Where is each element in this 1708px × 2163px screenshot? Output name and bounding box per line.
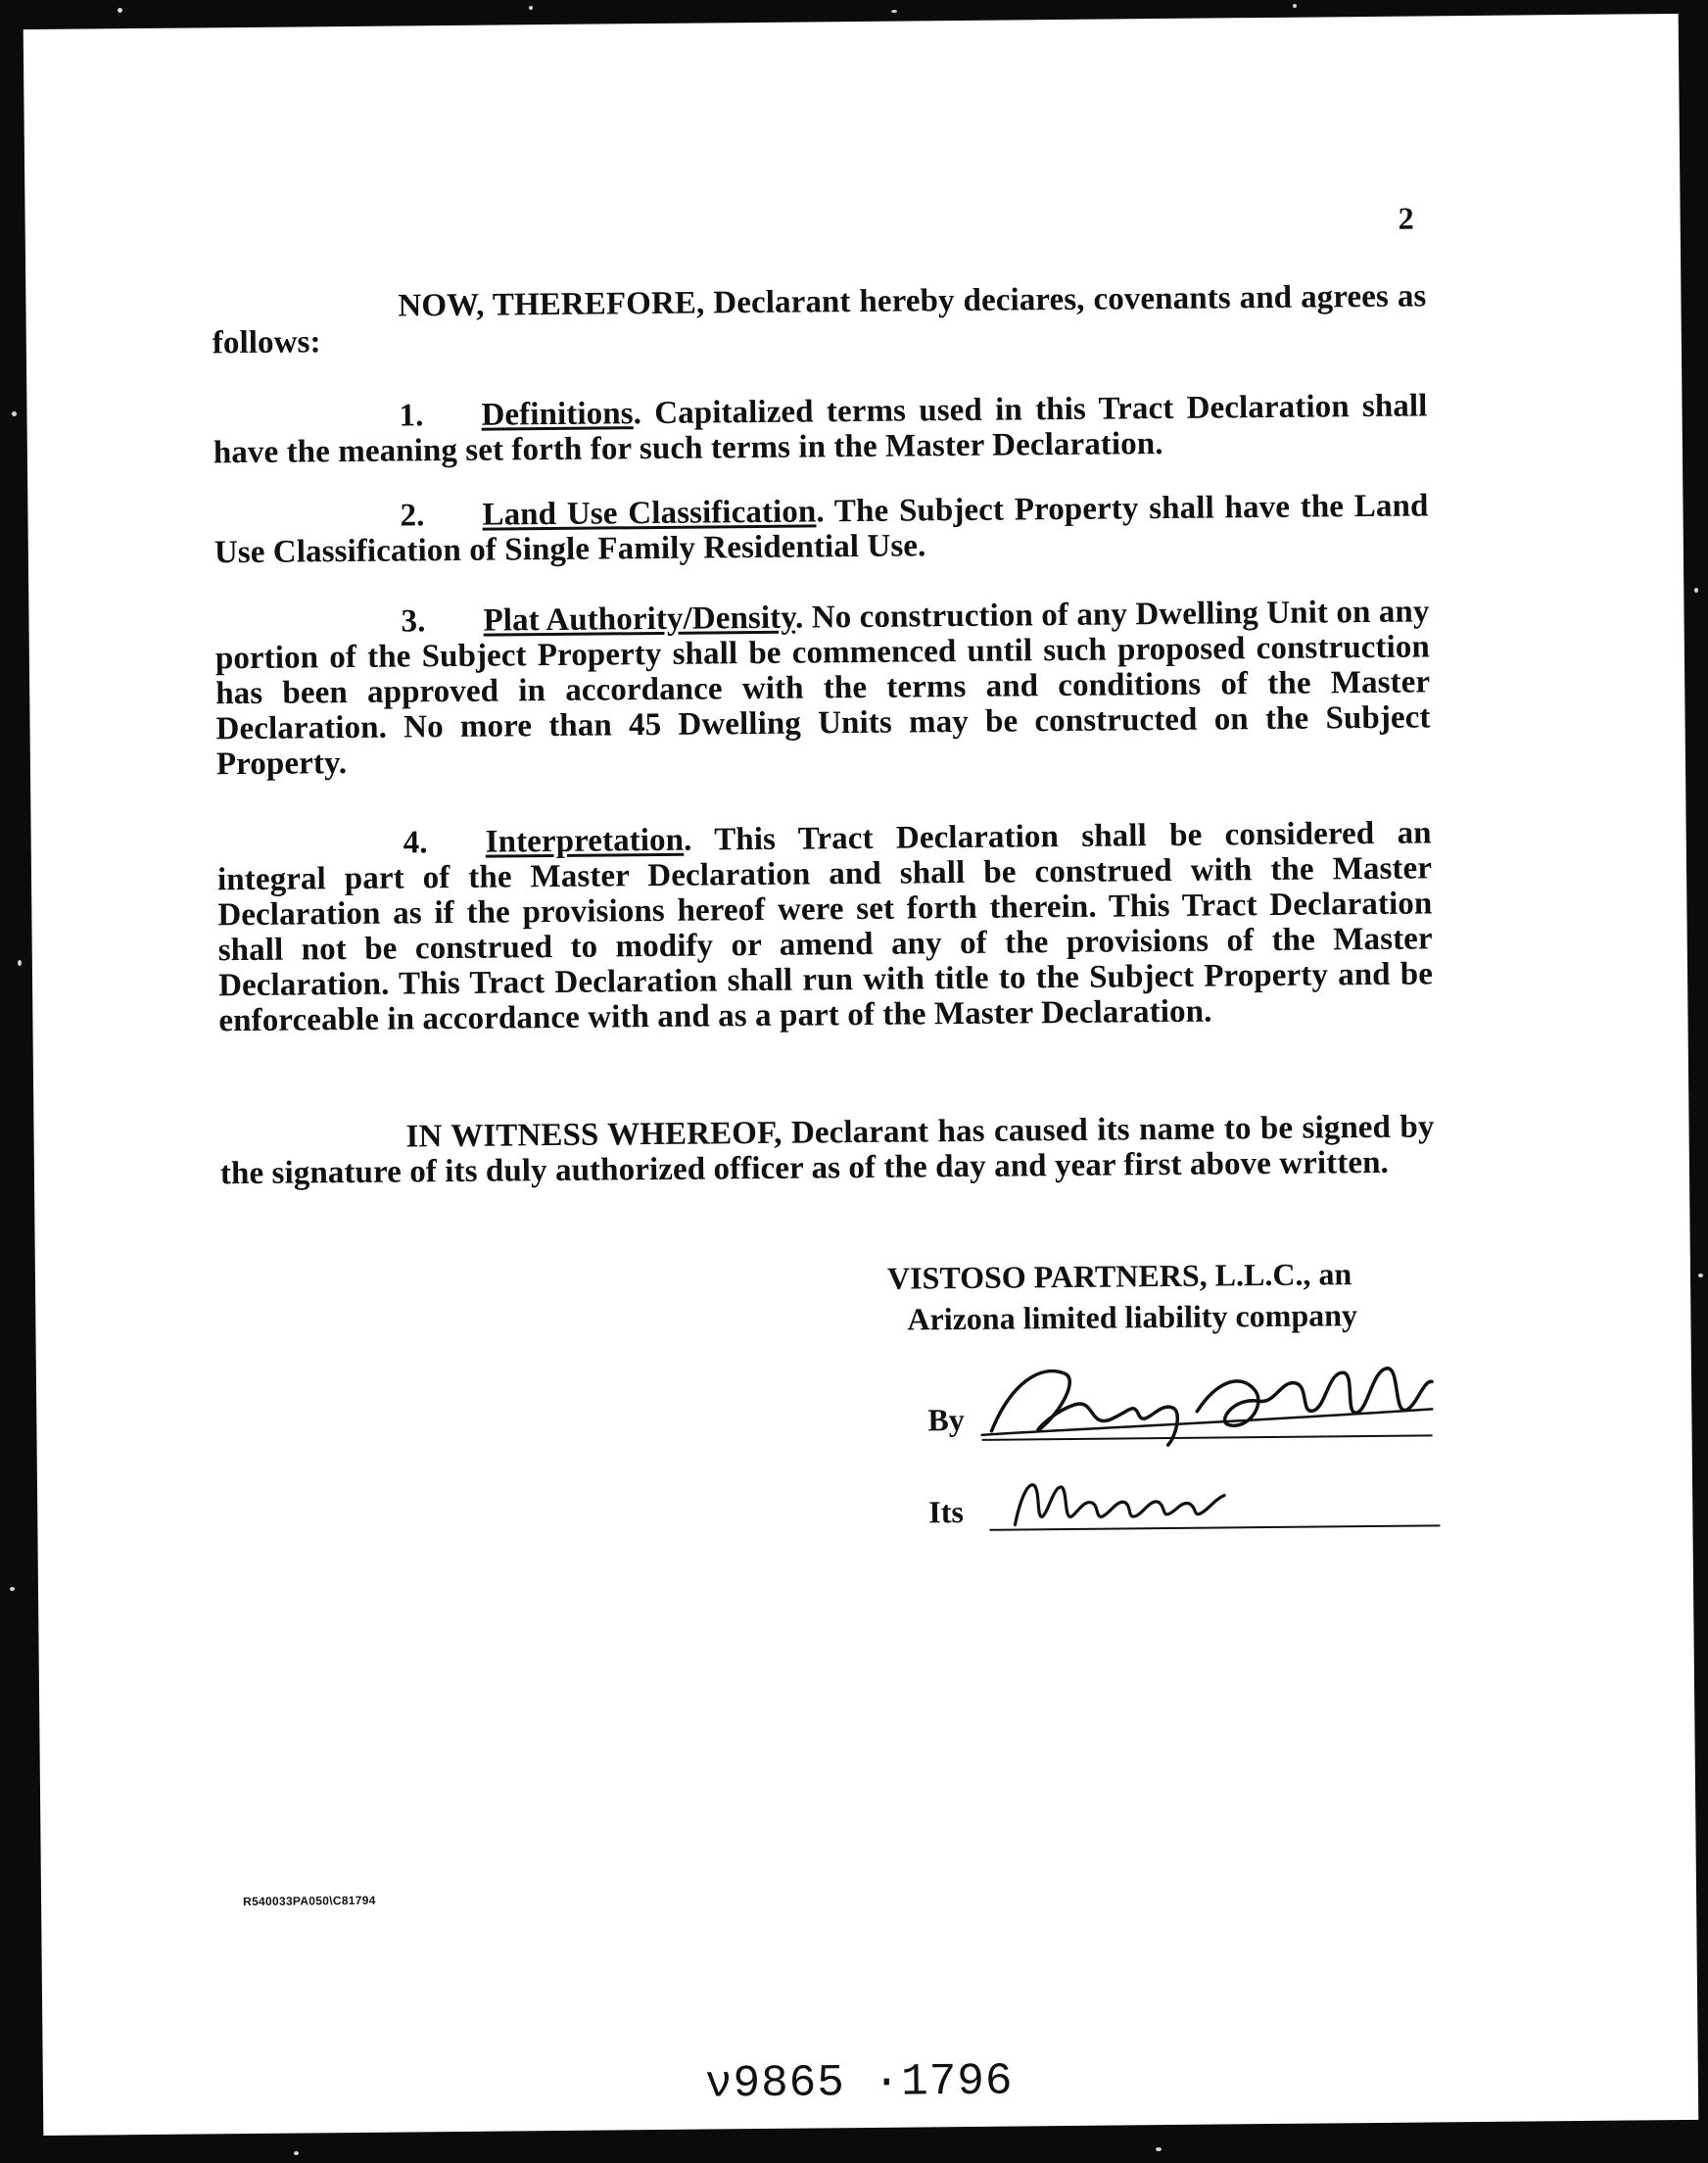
section-heading: Interpretation xyxy=(485,822,685,860)
its-label: Its xyxy=(928,1494,965,1530)
section-heading: Plat Authority/Density xyxy=(483,600,796,639)
scan-speck xyxy=(12,411,17,416)
scan-speck xyxy=(18,960,22,966)
section-text: No construction of any Dwelling Unit on any portion of the Subject Property shall be commenced until such proposed construction has been approved in accordance with the terms and conditions of the Master Declaration. No more than 45 Dwelling Units may be constructed on the Subject Property. xyxy=(214,594,1431,783)
section-interpretation: 4. Interpretation. This Tract Declaration shall be considered an integral part of the Master Declaration and shall be construed with the Master Declaration as if the provisions hereof were set forth therein. This Tract Declaration shall not be construed to modify or amend any of the provisions of the Master Declaration. This Tract Declaration shall run with title to the Subject Property and be enforceable in accordance with and as a part of the Master Declaration. xyxy=(216,815,1434,1039)
section-land-use: 2. Land Use Classification. The Subject Property shall have the Land Use Classification of Single Family Residential Use. xyxy=(214,488,1429,571)
intro-rest-text: as follows: xyxy=(212,278,1427,361)
section-definitions: 1. Definitions. Capitalized terms used in this Tract Declaration shall have the meaning set forth for such terms in the Master Declaration. xyxy=(213,388,1428,471)
recording-stamp: ν9865 ·1796 xyxy=(704,2055,1014,2110)
section-number: 1. xyxy=(399,398,424,434)
entity-type-line: Arizona limited liability company xyxy=(907,1297,1358,1337)
scan-speck xyxy=(891,10,897,13)
document-reference-code: R540033PA050\C81794 xyxy=(243,1893,376,1909)
scan-speck xyxy=(529,6,533,10)
scan-speck xyxy=(10,1587,15,1591)
page-number: 2 xyxy=(1398,200,1414,236)
section-number: 2. xyxy=(400,498,425,534)
scan-speck xyxy=(1694,588,1698,593)
section-text: The Subject Property shall have the Land Use Classification of Single Family Residential Use. xyxy=(214,488,1429,571)
section-number: 4. xyxy=(403,825,428,861)
witness-paragraph xyxy=(219,1109,1435,1191)
section-heading: Land Use Classification xyxy=(482,494,817,533)
section-heading: Definitions xyxy=(481,396,634,433)
scan-speck xyxy=(1293,4,1297,8)
intro-paragraph xyxy=(212,278,1427,360)
document-page xyxy=(24,14,1699,2136)
signatory-entity xyxy=(887,1252,1437,1339)
section-number: 3. xyxy=(401,603,426,640)
section-text: Capitalized terms used in this Tract Declaration shall have the meaning set forth for such terms in the Master Declaration. xyxy=(213,388,1428,471)
witness-rest-text: by the signature of its duly authorized officer as of the day and year first above written. xyxy=(219,1109,1435,1192)
entity-name-line: VISTOSO PARTNERS, L.L.C., an xyxy=(886,1256,1352,1296)
witness-lead-text: IN WITNESS WHEREOF, Declarant has caused its name to be signed xyxy=(405,1109,1392,1155)
section-plat-authority: 3. Plat Authority/Density. No construction of any Dwelling Unit on any portion of the Subject Property shall be commenced until such proposed construction has been approved in accordance with the terms and conditions of the Master Declaration. No more than 45 Dwelling Units may be constructed on the Subject Property. xyxy=(214,594,1431,783)
by-label: By xyxy=(927,1402,965,1438)
scan-speck xyxy=(1156,2147,1162,2151)
intro-lead-text: NOW, THEREFORE, Declarant hereby deciares, covenants and agrees xyxy=(398,278,1390,324)
scan-speck xyxy=(294,2151,299,2155)
section-text: This Tract Declaration shall be considered an integral part of the Master Declaration and shall be construed with the Master Declaration as if the provisions hereof were set forth therein. This Tract Declaration shall not be construed to modify or amend any of the provisions of the Master Declaration. This Tract Declaration shall run with title to the Subject Property and be enforceable in accordance with and as a part of the Master Declaration. xyxy=(216,815,1434,1039)
scan-speck xyxy=(1698,1274,1703,1277)
scan-speck xyxy=(118,8,122,13)
